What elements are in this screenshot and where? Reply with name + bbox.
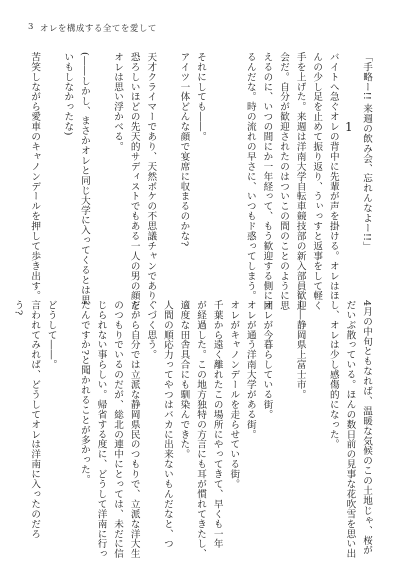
text-line: オレは思い浮かべる。	[112, 52, 124, 152]
text-line: 人間の順応力ってやつはバカに出来ないもんだなと、つ	[161, 300, 173, 549]
text-line: (――しかし、まさかオレと同じ大学に入ってくるとは思	[78, 52, 90, 305]
text-line: が経過した。この地方独特の方言にも耳が慣れてきたし、	[195, 300, 207, 559]
text-line	[92, 52, 109, 287]
text-line	[308, 300, 325, 536]
text-line: アイツ一体どんな顔で宴席に収まるのかな?	[178, 52, 190, 247]
text-line: 恐ろしいほどの先天的サディストでもある一人の男の顔を、	[128, 52, 140, 321]
text-line: 天才クライマーであり、天然ボケの不思議チャンであり、	[145, 52, 157, 311]
text-line	[158, 52, 175, 287]
text-line: じられない事らしい。帰省する度に、どうして洋南に行っ	[95, 300, 107, 559]
text-line: くづく思う。	[145, 300, 157, 360]
text-line	[59, 300, 76, 536]
text-line: 「手略ー!! 来週の飲み会、忘れんなよー!!」	[361, 52, 372, 252]
text-line: んの少し足を止めて振り返り、うぃっすと返事をして軽く	[311, 52, 323, 311]
text-line: それにしても――。	[195, 52, 207, 142]
text-line: のつもりでいるのだが、総北の連中にとっては、未だに信	[112, 300, 124, 559]
chapter-title: オレを構成する全てを愛して	[39, 24, 157, 34]
text-line: えるのに、いつの間にか一年経って、もう歓迎する側に回	[261, 52, 273, 311]
text-line: るんだな。時の流れの早さに、いつもド惑ってしまう。	[244, 52, 256, 301]
text-line: 会だ。自分が歓迎されたのはついこの間のことのように思	[278, 52, 290, 311]
upper-text-block	[29, 52, 374, 321]
text-line: 手を上げた。来週は洋南大学自転車競技部の新入部員歓迎	[294, 52, 306, 311]
text-line	[341, 52, 358, 287]
text-line	[225, 52, 242, 287]
lower-text-block	[12, 300, 374, 559]
text-line: 千葉から遠く離れたこの場所にやってきて、早くも一年	[211, 300, 223, 549]
text-line: 苦笑しながら愛車のキャノンデールを押して歩き出す。	[29, 52, 41, 301]
text-line: たんですか?と聞かれることが多かった。	[78, 300, 90, 485]
text-line: バイトへ急ぐオレの背中に先輩が声を掛ける。オレはほ	[327, 52, 339, 301]
text-line: 言われてみれば、どうしてオレは洋南に入ったのだろ	[29, 300, 41, 539]
text-line	[208, 52, 225, 287]
text-line: だいぶ散っている。ほんの数日前の見事な花吹雪を思い出	[344, 300, 356, 559]
text-line: 適度な田舎具合にも馴染んできた。	[178, 300, 190, 460]
text-line: ――静岡県上富士市。	[294, 300, 306, 400]
text-line: オレがキャノンデールを走らせている街。	[228, 300, 240, 490]
text-line: だから自分では立派な静岡県民のつもりで、立派な洋大生	[128, 300, 140, 559]
text-line	[274, 300, 291, 536]
text-line: どうして――。	[45, 300, 57, 370]
text-line: う?	[12, 300, 24, 316]
text-line: いもしなかったな)	[62, 52, 74, 136]
text-line: 4月の中旬ともなれば、温暖な気候のこの土地じゃ、桜が	[361, 300, 372, 556]
chapter-marker: 1	[345, 120, 353, 134]
text-line: オレが通う洋南大学がある街。	[244, 300, 256, 440]
text-line: し、オレは少し感傷的になった。	[327, 300, 339, 450]
running-header	[28, 22, 157, 34]
chapter-number: 3	[28, 22, 34, 32]
text-line	[42, 52, 59, 287]
text-line: オレが今暮らしている街。	[261, 300, 273, 420]
